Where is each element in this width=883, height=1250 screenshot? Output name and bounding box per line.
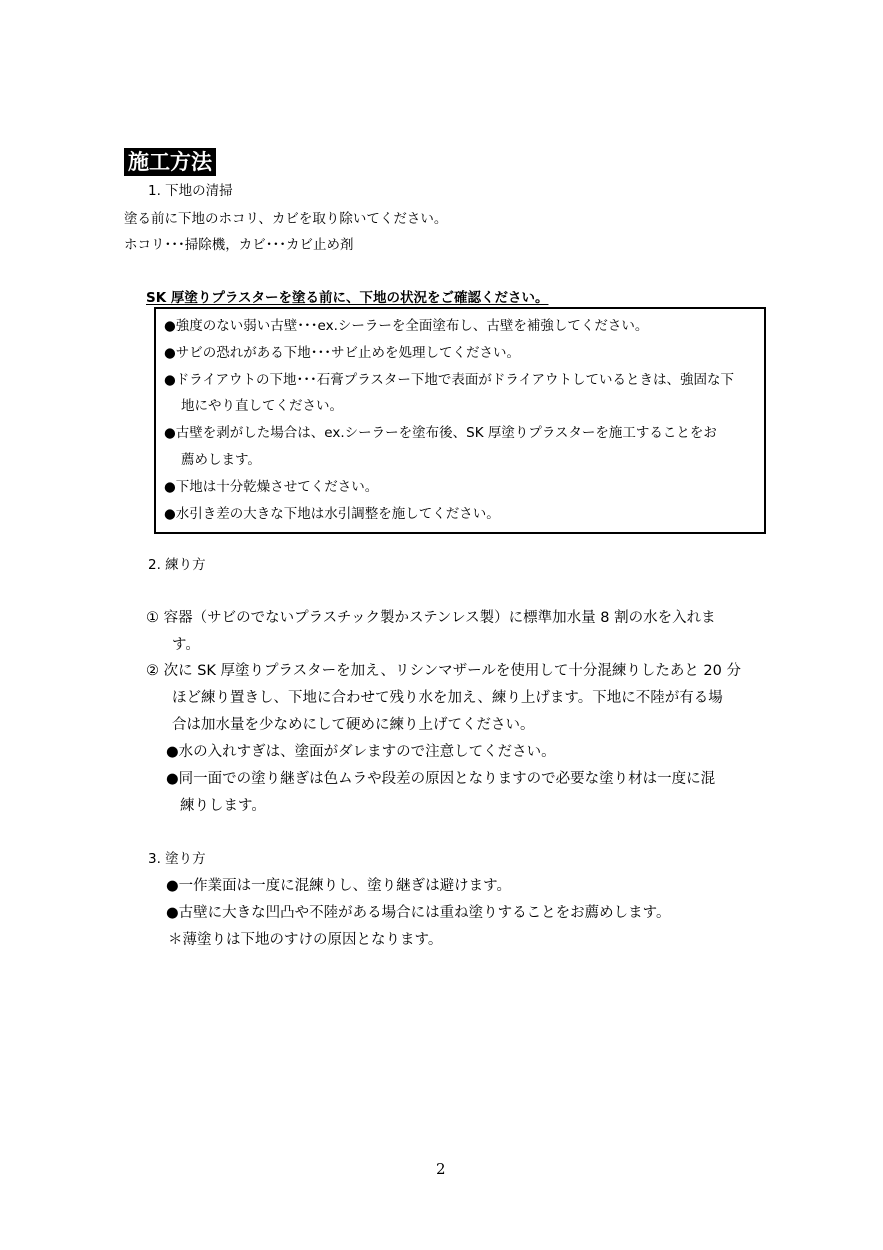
notice-line: ●ドライアウトの下地･･･石膏プラスター下地で表面がドライアウトしているときは、強固な下: [164, 372, 735, 388]
step2-line: す。: [172, 637, 200, 653]
step2-line: ② 次に SK 厚塗りプラスターを加え、リシンマザールを使用して十分混練りしたあと 20 分: [146, 663, 741, 679]
notice-line: ●下地は十分乾燥させてください。: [164, 479, 379, 495]
notice-line: ●水引き差の大きな下地は水引調整を施してください。: [164, 506, 500, 522]
step3-line: ＊薄塗りは下地のすけの原因となります。: [168, 932, 443, 948]
notice-line: ●強度のない弱い古壁･･･ex.シーラーを全面塗布し、古壁を補強してください。: [164, 318, 649, 334]
step2-line: 練りします。: [180, 798, 266, 814]
section-title: 施工方法: [124, 148, 216, 176]
notice-line: 地にやり直してください。: [181, 398, 343, 414]
step2-line: ① 容器（サビのでないプラスチック製かステンレス製）に標準加水量 8 割の水を入れま: [146, 610, 716, 626]
step3-line: ●古壁に大きな凹凸や不陸がある場合には重ね塗りすることをお薦めします。: [166, 905, 671, 921]
notice-line: ●古壁を剥がした場合は、ex.シーラーを塗布後、SK 厚塗りプラスターを施工することをお: [164, 425, 717, 441]
step1-line: ホコリ･･･掃除機，カビ･･･カビ止め剤: [124, 237, 354, 253]
step2-line: ●水の入れすぎは、塗面がダレますので注意してください。: [166, 744, 556, 760]
notice-box: [154, 307, 766, 534]
step2-line: 合は加水量を少なめにして硬めに練り上げてください。: [172, 717, 535, 733]
step3-heading: 3. 塗り方: [148, 851, 206, 867]
step3-line: ●一作業面は一度に混練りし、塗り継ぎは避けます。: [166, 878, 511, 894]
notice-heading: SK 厚塗りプラスターを塗る前に、下地の状況をご確認ください。: [146, 290, 549, 306]
notice-line: ●サビの恐れがある下地･･･サビ止めを処理してください。: [164, 345, 521, 361]
notice-line: 薦めします。: [181, 452, 261, 468]
step2-line: ほど練り置きし、下地に合わせて残り水を加え、練り上げます。下地に不陸が有る場: [172, 690, 723, 706]
page-number: 2: [436, 1160, 446, 1178]
step2-heading: 2. 練り方: [148, 557, 206, 573]
step1-heading: 1. 下地の清掃: [148, 183, 233, 199]
step1-line: 塗る前に下地のホコリ、カビを取り除いてください。: [124, 211, 448, 227]
step2-line: ●同一面での塗り継ぎは色ムラや段差の原因となりますので必要な塗り材は一度に混: [166, 771, 716, 787]
